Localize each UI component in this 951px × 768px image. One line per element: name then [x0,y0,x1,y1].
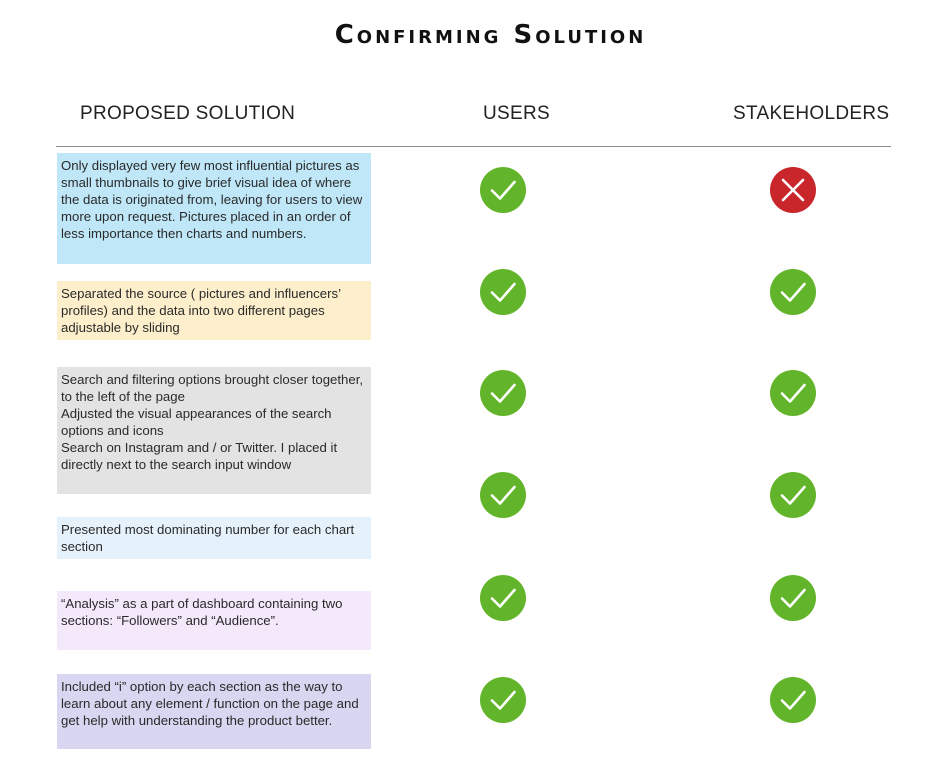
solution-box-2: Separated the source ( pictures and influencers’ profiles) and the data into two different pages adjustable by sliding [57,281,371,340]
check-icon [479,166,527,214]
header-divider [56,146,891,147]
solution-box-4: Presented most dominating number for each chart section [57,517,371,559]
check-icon [769,369,817,417]
users-status-5 [479,574,527,622]
stakeholders-status-5 [769,574,817,622]
solution-box-1: Only displayed very few most influential pictures as small thumbnails to give brief visual idea of where the data is originated from, leaving for users to view more upon request. Pictures placed in an order of less importance then charts and numbers. [57,153,371,264]
solution-box-6: Included “i” option by each section as the way to learn about any element / function on the page and get help with understanding the product better. [57,674,371,749]
users-status-1 [479,166,527,214]
stakeholders-status-3 [769,369,817,417]
page-title: Confirming Solution [334,20,647,50]
column-header-stakeholders: STAKEHOLDERS [733,103,890,124]
check-icon [769,574,817,622]
check-icon [769,268,817,316]
check-icon [479,471,527,519]
cross-icon [769,166,817,214]
stakeholders-status-4 [769,471,817,519]
check-icon [479,676,527,724]
stakeholders-status-1 [769,166,817,214]
stakeholders-status-2 [769,268,817,316]
check-icon [769,471,817,519]
column-header-proposed-solution: PROPOSED SOLUTION [80,103,296,124]
check-icon [479,574,527,622]
solution-box-5: “Analysis” as a part of dashboard containing two sections: “Followers” and “Audience”. [57,591,371,650]
check-icon [479,268,527,316]
users-status-6 [479,676,527,724]
solution-box-3: Search and filtering options brought closer together, to the left of the page Adjusted the visual appearances of the search options and icons Search on Instagram and / or Twitter. I placed it directly next to the search input window [57,367,371,494]
check-icon [479,369,527,417]
stakeholders-status-6 [769,676,817,724]
users-status-4 [479,471,527,519]
column-header-users: USERS [483,103,550,124]
check-icon [769,676,817,724]
users-status-2 [479,268,527,316]
users-status-3 [479,369,527,417]
